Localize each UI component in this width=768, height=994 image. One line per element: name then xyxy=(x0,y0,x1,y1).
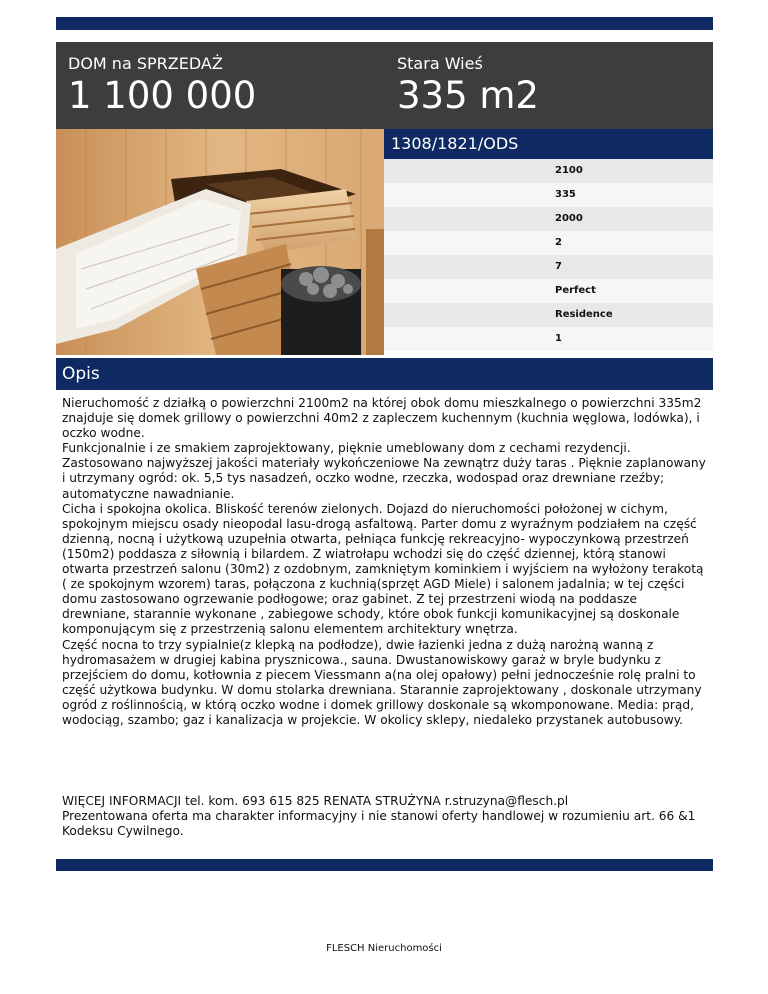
top-divider-bar xyxy=(56,17,713,30)
param-row-type: Residence xyxy=(384,303,713,327)
description-paragraph: Nieruchomość z działką o powierzchni 2100m2 na której obok domu mieszkalnego o powierzchni 335m2 znajduje się domek grillowy o powierzchni 40m2 z zapleczem kuchennym (kuchnia węglowa, lodówka), i oczko wodne. xyxy=(62,396,702,441)
offer-type: DOM na SPRZEDAŻ xyxy=(68,54,223,73)
header-left xyxy=(68,54,256,116)
contact-line: WIĘCEJ INFORMACJI tel. kom. 693 615 825 RENATA STRUŻYNA r.struzyna@flesch.pl xyxy=(62,794,569,808)
disclaimer-text: Prezentowana oferta ma charakter informacyjny i nie stanowi oferty handlowej w rozumieniu art. 66 &1 Kodeksu Cywilnego. xyxy=(62,809,696,839)
param-row-usable-area: 335 xyxy=(384,183,713,207)
description-text xyxy=(62,396,707,728)
price: 1 100 000 xyxy=(68,74,257,117)
reference-number: 1308/1821/ODS xyxy=(384,129,713,159)
param-row-year-built: 2000 xyxy=(384,207,713,231)
param-row-garage: 1 xyxy=(384,327,713,351)
bottom-divider-bar xyxy=(56,859,713,871)
param-row-rooms: 7 xyxy=(384,255,713,279)
param-row-condition: Perfect xyxy=(384,279,713,303)
description-paragraph: Funkcjonalnie i ze smakiem zaprojektowany, pięknie umeblowany dom z cechami rezydencji. Zastosowano najwyższej jakości materiały wykończeniowe Na zewnątrz duży taras . Pięknie zaplanowany i utrzymany ogród: ok. 5,5 tys nasadzeń, oczko wodne, rzeczka, wodospad oraz drewniane rzeźby; automatyczne nawadnianie. xyxy=(62,441,706,501)
contact-info xyxy=(62,794,707,839)
section-title-description: Opis xyxy=(56,358,713,390)
parameters-table xyxy=(384,159,713,351)
header-right xyxy=(397,54,539,116)
description-paragraph: Część nocna to trzy sypialnie(z klepką na podłodze), dwie łazienki jedna z dużą narożną wanną z hydromasażem w drugiej kabina prysznicowa., sauna. Dwustanowiskowy garaż w bryle budynku z przejściem do domu, kotłownia z piecem Viessmann a(na olej opałowy) pełni jednocześnie rolę pralni to część użytkowa budynku. W domu stolarka drewniana. Starannie zaprojektowany , doskonale utrzymany ogród z roślinnością, w którą oczko wodne i domek grillowy doskonale są wkomponowane. Media: prąd, wodociąg, szambo; gaz i kanalizacja w projekcie. W okolicy sklepy, niedaleko przystanek autobusowy. xyxy=(62,637,702,727)
param-row-plot-area: 2100 xyxy=(384,159,713,183)
description-paragraph: Cicha i spokojna okolica. Bliskość terenów zielonych. Dojazd do nieruchomości położonej w cichym, spokojnym miejscu osady nieopodal lasu-drogą asfaltową. Parter domu z wyraźnym podziałem na część dzienną, nocną i użytkową uzupełnia otwarta, pełniąca funkcję rekreacyjno- wypoczynkową przestrzeń (150m2) poddasza z siłownią i bilardem. Z wiatrołapu wchodzi się do część dziennej, którą stanowi otwarta przestrzeń salonu (30m2) z ozdobnym, zamkniętym kominkiem i wyjściem na wyłożony terakotą ( ze spokojnym wzorem) taras, połączona z kuchnią(sprzęt AGD Miele) i salonem jadalnia; w tej części domu zastosowano ogrzewanie podłogowe; oraz gabinet. Z tej przestrzeni wiodą na poddasze drewniane, starannie wykonane , zabiegowe schody, które obok funkcji komunikacyjnej są doskonale komponującym się z przestrzenią salonu elementem architektury wnętrza. xyxy=(62,501,704,637)
property-photo-sauna xyxy=(56,129,384,355)
location: Stara Wieś xyxy=(397,54,483,73)
param-row-floors: 2 xyxy=(384,231,713,255)
area: 335 m2 xyxy=(397,74,539,117)
listing-header xyxy=(56,42,713,129)
footer-company-name: FLESCH Nieruchomości xyxy=(326,943,442,954)
